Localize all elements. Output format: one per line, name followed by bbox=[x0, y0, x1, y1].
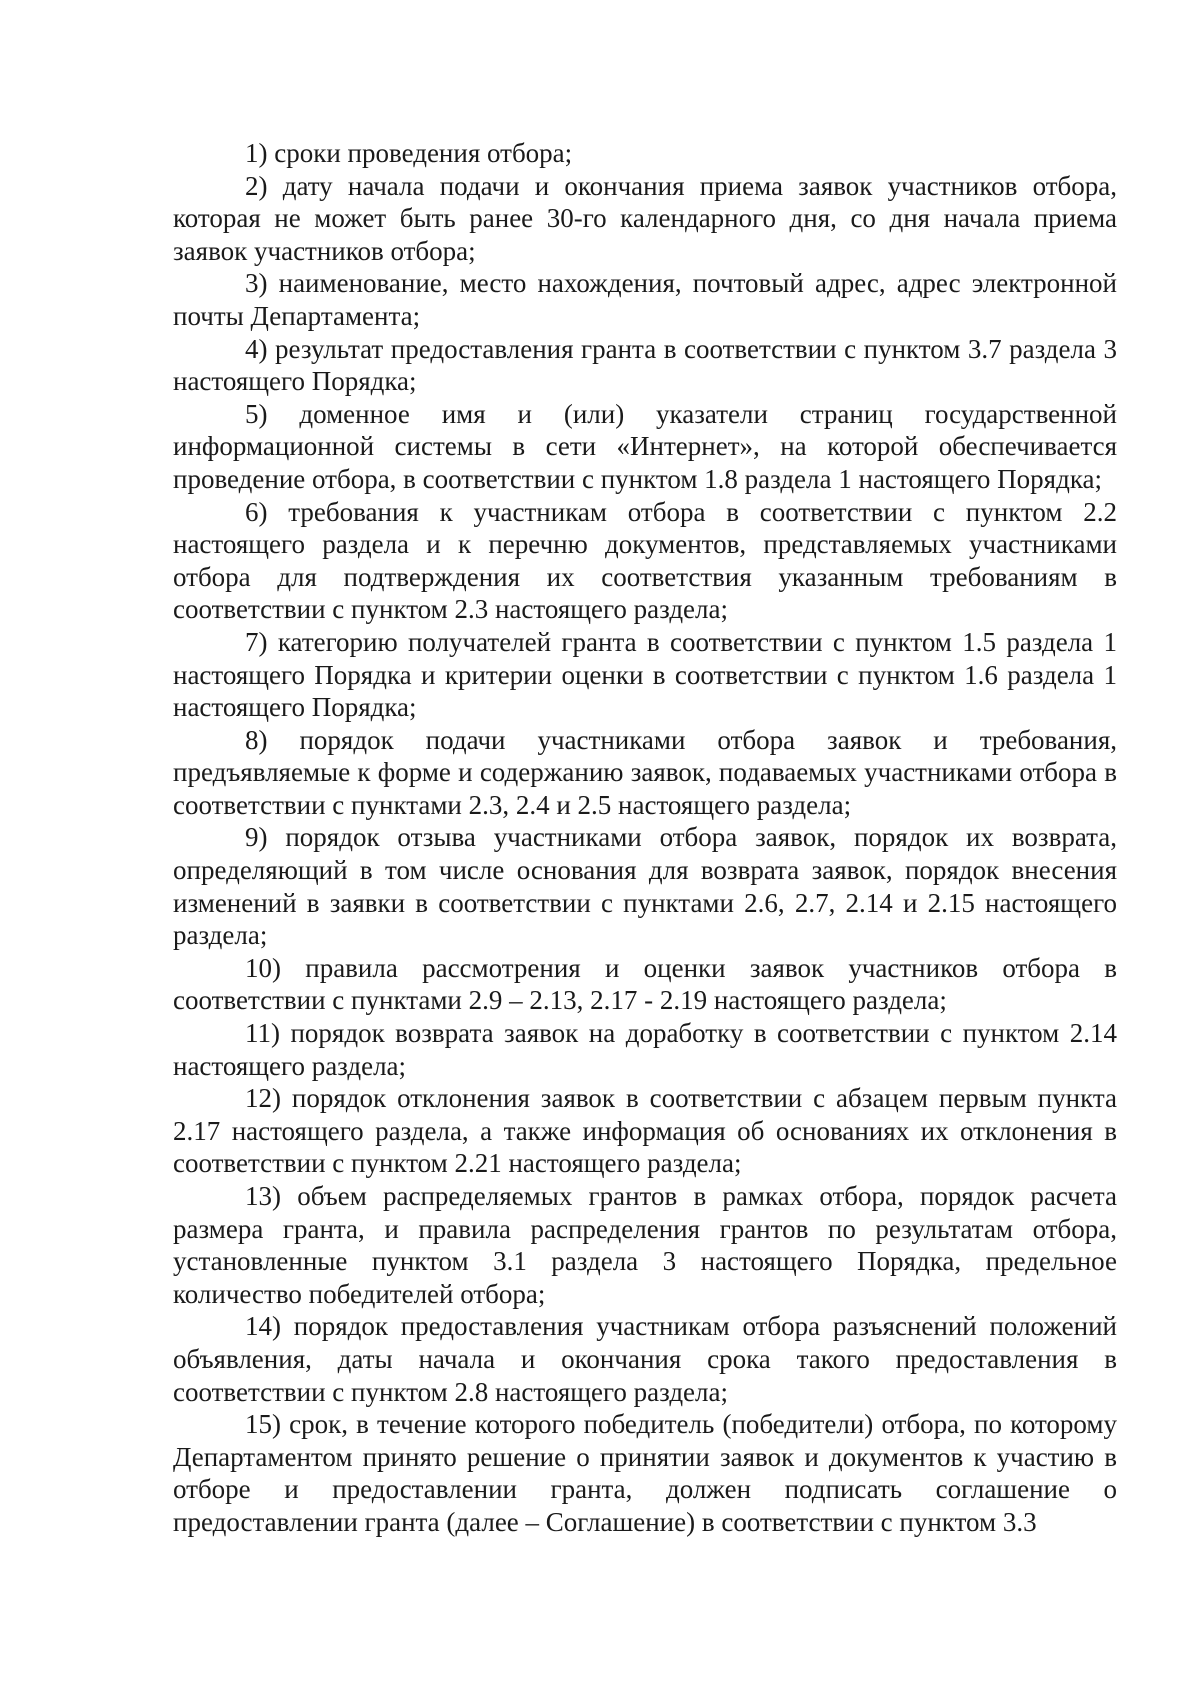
list-item-14: 14) порядок предоставления участникам отбора разъяснений положений объявления, даты начала и окончания срока такого предоставления в соответствии с пунктом 2.8 настоящего раздела; bbox=[173, 1311, 1117, 1407]
list-item-13: 13) объем распределяемых грантов в рамках отбора, порядок расчета размера гранта, и правила распределения грантов по результатам отбора, установленные пунктом 3.1 раздела 3 настоящего Порядка, предельное количество победителей отбора; bbox=[173, 1181, 1117, 1309]
list-item-8: 8) порядок подачи участниками отбора заявок и требования, предъявляемые к форме и содержанию заявок, подаваемых участниками отбора в соответствии с пунктами 2.3, 2.4 и 2.5 настоящего раздела; bbox=[173, 724, 1117, 820]
list-item-15: 15) срок, в течение которого победитель (победители) отбора, по которому Департаментом принято решение о принятии заявок и документов к участию в отборе и предоставлении гранта, должен подписать соглашение о предоставлении гранта (далее – Соглашение) в соответствии с пунктом 3.3 bbox=[173, 1409, 1117, 1537]
list-item-3: 3) наименование, место нахождения, почтовый адрес, адрес электронной почты Департамента; bbox=[173, 268, 1117, 331]
list-item-4: 4) результат предоставления гранта в соответствии с пунктом 3.7 раздела 3 настоящего Порядка; bbox=[173, 333, 1117, 397]
list-item-7: 7) категорию получателей гранта в соответствии с пунктом 1.5 раздела 1 настоящего Порядка и критерии оценки в соответствии с пунктом 1.6 раздела 1 настоящего Порядка; bbox=[173, 626, 1117, 723]
document-body bbox=[173, 137, 1117, 1539]
list-item-10: 10) правила рассмотрения и оценки заявок участников отбора в соответствии с пунктами 2.9 – 2.13, 2.17 - 2.19 настоящего раздела; bbox=[173, 952, 1117, 1016]
list-item-1: 1) сроки проведения отбора; bbox=[245, 138, 573, 168]
list-item-6: 6) требования к участникам отбора в соответствии с пунктом 2.2 настоящего раздела и к перечню документов, представляемых участниками отбора для подтверждения их соответствия указанным требованиям в соответствии с пунктом 2.3 настоящего раздела; bbox=[173, 496, 1117, 625]
list-item-11: 11) порядок возврата заявок на доработку в соответствии с пунктом 2.14 настоящего раздела; bbox=[173, 1018, 1117, 1081]
list-item-5: 5) доменное имя и (или) указатели страниц государственной информационной системы в сети «Интернет», на которой обеспечивается проведение отбора, в соответствии с пунктом 1.8 раздела 1 настоящего Порядка; bbox=[173, 398, 1117, 494]
list-item-9: 9) порядок отзыва участниками отбора заявок, порядок их возврата, определяющий в том числе основания для возврата заявок, порядок внесения изменений в заявки в соответствии с пунктами 2.6, 2.7, 2.14 и 2.15 настоящего раздела; bbox=[173, 822, 1117, 951]
list-item-2: 2) дату начала подачи и окончания приема заявок участников отбора, которая не может быть ранее 30-го календарного дня, со дня начала приема заявок участников отбора; bbox=[173, 170, 1117, 266]
list-item-12: 12) порядок отклонения заявок в соответствии с абзацем первым пункта 2.17 настоящего раздела, а также информация об основаниях их отклонения в соответствии с пунктом 2.21 настоящего раздела; bbox=[173, 1083, 1117, 1179]
